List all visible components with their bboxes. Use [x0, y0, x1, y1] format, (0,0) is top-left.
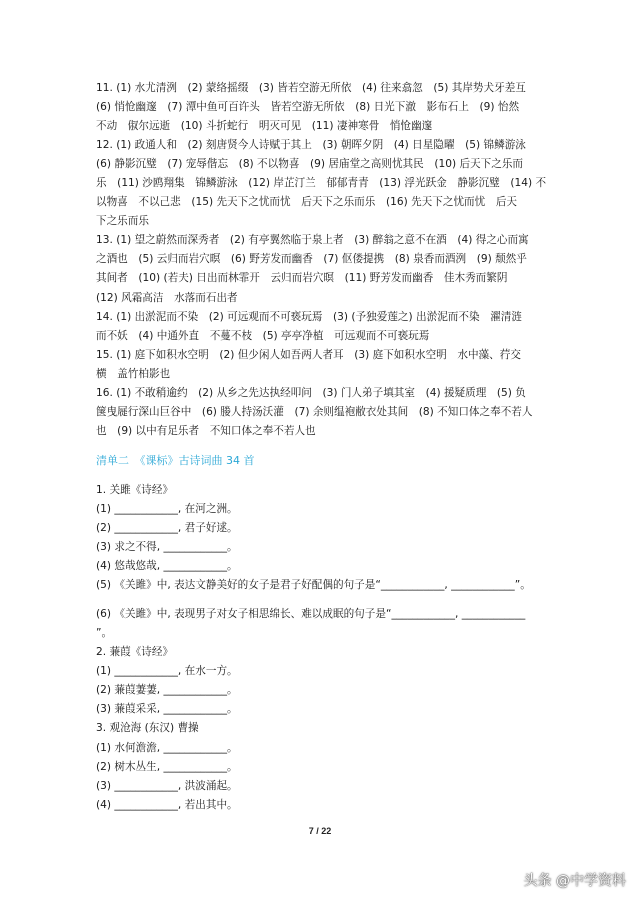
answer-line: 也 (9) 以中有足乐者 不知口体之奉不若人也 — [96, 424, 316, 437]
answer-line: 15. (1) 庭下如积水空明 (2) 但少闲人如吾两人者耳 (3) 庭下如积水空明 水中藻、荇交 — [96, 348, 521, 361]
answer-line: 下之乐而乐 — [96, 215, 149, 228]
poem-questions-block — [96, 481, 548, 595]
answer-line: 不动 俶尔远逝 (10) 斗折蛇行 明灭可见 (11) 凄神寒骨 悄怆幽邃 — [96, 120, 433, 133]
answer-line: 而不妖 (4) 中通外直 不蔓不枝 (5) 亭亭净植 可远观而不可亵玩焉 — [96, 329, 430, 342]
question-line: (1) ____________, 在河之洲。 — [96, 502, 238, 515]
spacer — [96, 441, 548, 451]
question-line: (4) ____________, 若出其中。 — [96, 798, 238, 811]
answer-line: 箧曳屣行深山巨谷中 (6) 媵人持汤沃灌 (7) 余则缊袍敝衣处其间 (8) 不知口体之奉不若人 — [96, 405, 533, 418]
section-heading: 清单二 《课标》古诗词曲 34 首 — [96, 453, 255, 467]
question-line: (2) 树木丛生, ____________。 — [96, 760, 238, 773]
question-line: (3) ____________, 洪波涌起。 — [96, 779, 238, 792]
answer-section — [96, 79, 548, 441]
answer-line: (6) 静影沉璧 (7) 宠辱偕忘 (8) 不以物喜 (9) 居庙堂之高则忧其民 (10) 后天下之乐而 — [96, 158, 524, 171]
page-content — [96, 79, 548, 815]
answer-line: 乐 (11) 沙鸥翔集 锦鳞游泳 (12) 岸芷汀兰 郁郁青青 (13) 浮光跃金 静影沉璧 (14) 不 — [96, 177, 547, 190]
answer-line: 14. (1) 出淤泥而不染 (2) 可远观而不可亵玩焉 (3) (予独爱莲之) 出淤泥而不染 濯清涟 — [96, 310, 522, 323]
question-line: (5) 《关雎》中, 表达文静美好的女子是君子好配偶的句子是“____________, ____________”。 — [96, 579, 531, 592]
question-line: (1) ____________, 在水一方。 — [96, 665, 238, 678]
page-number: 7 / 22 — [308, 826, 332, 836]
answer-line: 之酒也 (5) 云归而岩穴暝 (6) 野芳发而幽香 (7) 伛偻提携 (8) 泉香而酒洌 (9) 颓然乎 — [96, 253, 527, 266]
answer-line: 12. (1) 政通人和 (2) 刻唐贤今人诗赋于其上 (3) 朝晖夕阴 (4) 日星隐曜 (5) 锦鳞游泳 — [96, 139, 526, 152]
answer-line: (12) 风霜高洁 水落而石出者 — [96, 291, 238, 304]
question-line: (6) 《关雎》中, 表现男子对女子相思绵长、难以成眠的句子是“____________, ____________ — [96, 608, 526, 621]
question-line: ”。 — [96, 627, 113, 640]
question-line: (2) ____________, 君子好逑。 — [96, 521, 238, 534]
question-line: (3) 蒹葭采采, ____________。 — [96, 703, 238, 716]
question-line: 1. 关雎《诗经》 — [96, 483, 174, 496]
poem-questions-block — [96, 605, 548, 815]
answer-line: (6) 悄怆幽邃 (7) 潭中鱼可百许头 皆若空游无所依 (8) 日光下澈 影布石上 (9) 怡然 — [96, 101, 520, 114]
question-line: (4) 悠哉悠哉, ____________。 — [96, 560, 238, 573]
answer-line: 横 盖竹柏影也 — [96, 367, 171, 380]
answer-line: 以物喜 不以己悲 (15) 先天下之忧而忧 后天下之乐而乐 (16) 先天下之忧而忧 后天 — [96, 196, 518, 209]
answer-line: 11. (1) 水尤清洌 (2) 蒙络摇缀 (3) 皆若空游无所依 (4) 往来翕忽 (5) 其岸势犬牙差互 — [96, 82, 526, 94]
question-line: 2. 蒹葭《诗经》 — [96, 646, 174, 659]
answer-line: 13. (1) 望之蔚然而深秀者 (2) 有亭翼然临于泉上者 (3) 醉翁之意不在酒 (4) 得之心而寓 — [96, 234, 529, 247]
answer-line: 16. (1) 不敢稍逾约 (2) 从乡之先达执经叩问 (3) 门人弟子填其室 (4) 援疑质理 (5) 负 — [96, 386, 526, 399]
spacer — [96, 595, 548, 605]
spacer — [96, 471, 548, 481]
question-line: 3. 观沧海 (东汉) 曹操 — [96, 722, 199, 735]
question-line: (2) 蒹葭萋萋, ____________。 — [96, 684, 238, 697]
watermark: 头条 @中学资料 — [523, 873, 626, 889]
answer-line: 其间者 (10) (若夫) 日出而林霏开 云归而岩穴暝 (11) 野芳发而幽香 佳木秀而繁阴 — [96, 272, 508, 285]
question-line: (3) 求之不得, ____________。 — [96, 541, 238, 554]
question-line: (1) 水何澹澹, ____________。 — [96, 741, 238, 754]
